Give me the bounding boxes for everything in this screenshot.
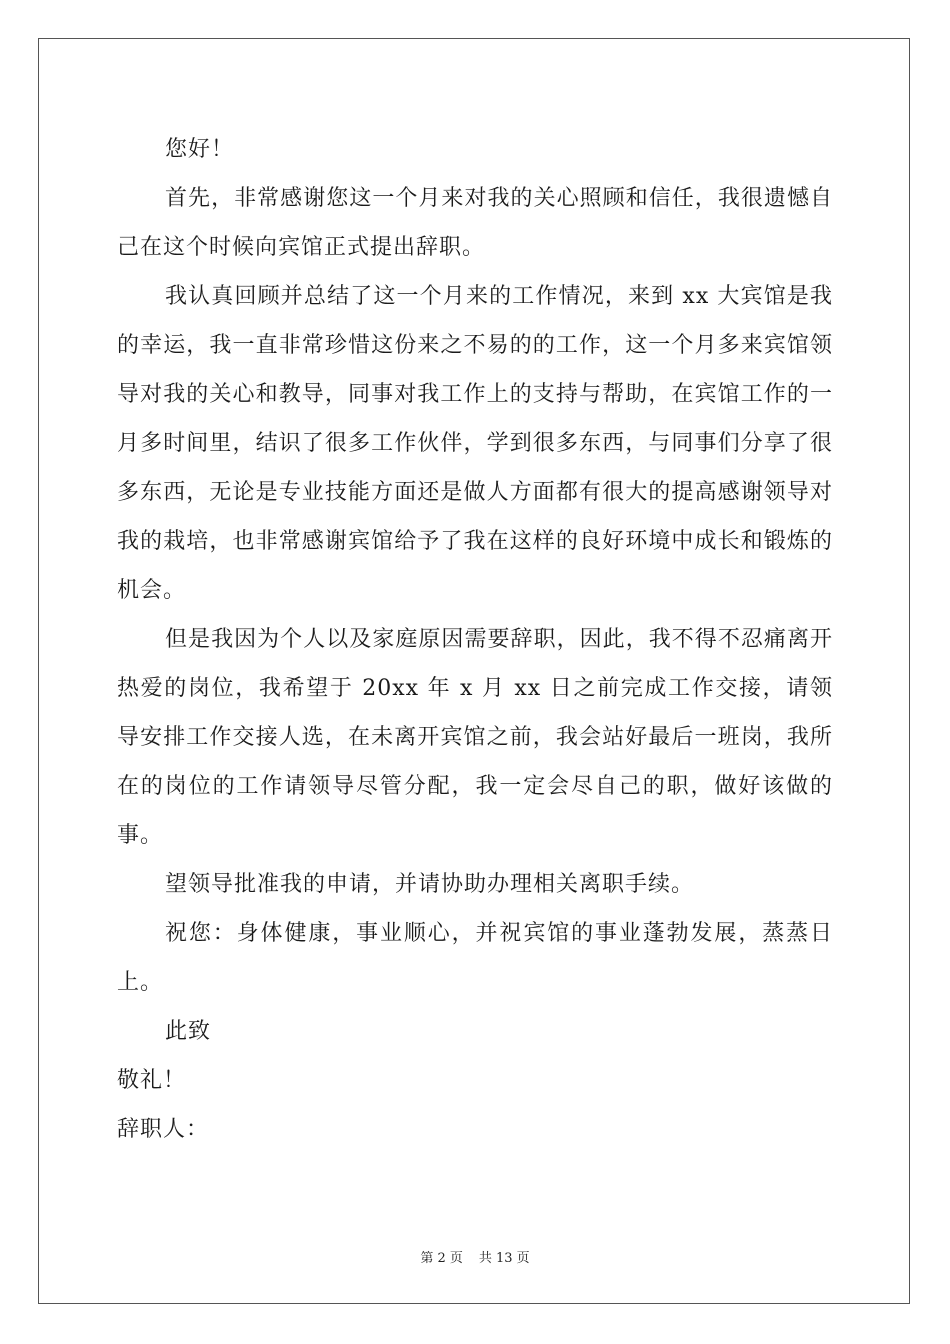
letter-paragraph: 望领导批准我的申请，并请协助办理相关离职手续。 (165, 872, 695, 897)
letter-greeting: 您好！ (165, 137, 235, 162)
letter-paragraph: 首先，非常感谢您这一个月来对我的关心照顾和信任，我很遗憾自己在这个时候向宾馆正式提出辞职。 (117, 186, 833, 260)
page-footer (0, 1247, 950, 1266)
letter-paragraph: 我认真回顾并总结了这一个月来的工作情况，来到 xx 大宾馆是我的幸运，我一直非常珍惜这份来之不易的的工作，这一个月多来宾馆领导对我的关心和教导，同事对我工作上的支持与帮助，在宾馆工作的一月多时间里，结识了很多工作伙伴，学到很多东西，与同事们分享了很多东西，无论是专业技能方面还是做人方面都有很大的提高感谢领导对我的栽培，也非常感谢宾馆给予了我在这样的良好环境中成长和锻炼的机会。 (117, 284, 833, 603)
letter-body (117, 125, 833, 1154)
page-number: 第 2 页 (420, 1251, 463, 1266)
signature-label: 辞职人： (117, 1117, 210, 1142)
letter-salute: 敬礼！ (117, 1068, 187, 1093)
letter-closing: 此致 (165, 1019, 212, 1044)
letter-paragraph: 祝您：身体健康，事业顺心，并祝宾馆的事业蓬勃发展，蒸蒸日上。 (117, 921, 833, 995)
page-total: 共 13 页 (478, 1251, 530, 1266)
letter-paragraph: 但是我因为个人以及家庭原因需要辞职，因此，我不得不忍痛离开热爱的岗位，我希望于 20xx 年 x 月 xx 日之前完成工作交接，请领导安排工作交接人选，在未离开宾馆之前，我会站好最后一班岗，我所在的岗位的工作请领导尽管分配，我一定会尽自己的职，做好该做的事。 (117, 627, 833, 848)
